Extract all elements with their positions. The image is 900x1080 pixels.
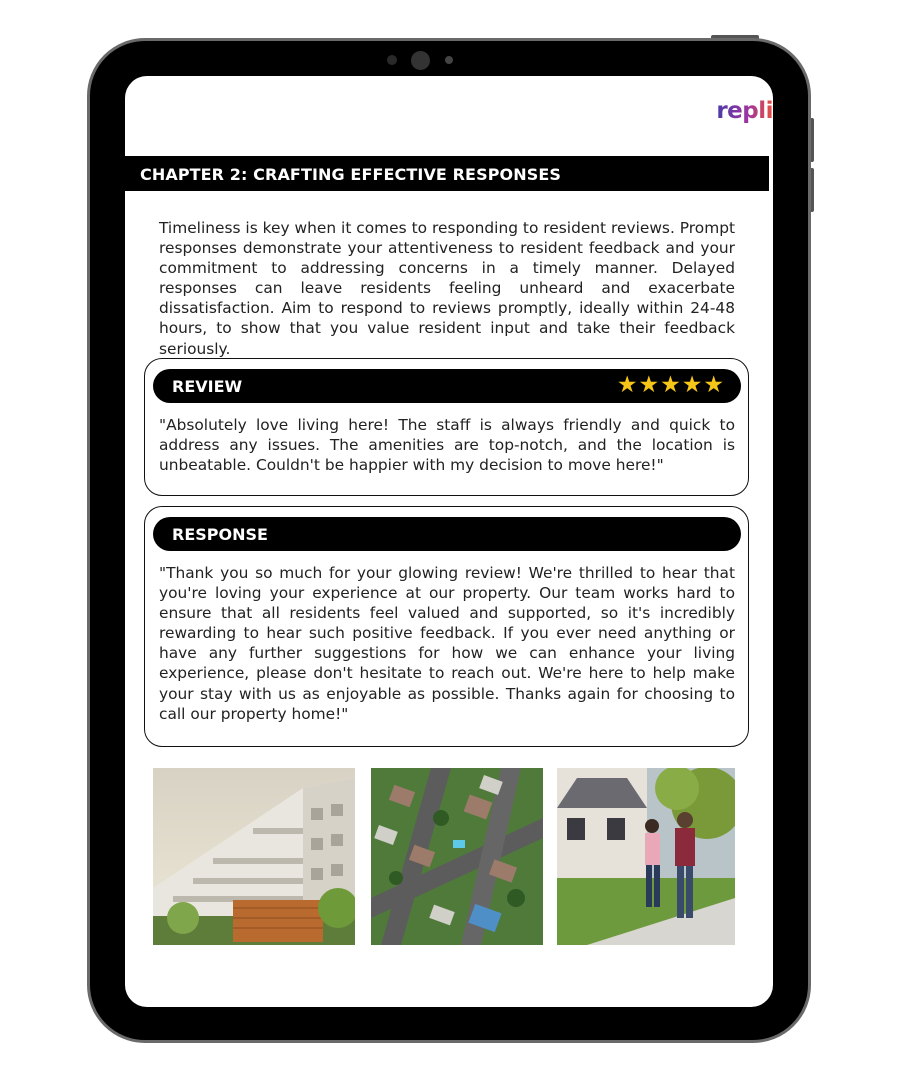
response-label: RESPONSE (172, 525, 268, 544)
chapter-title: CHAPTER 2: CRAFTING EFFECTIVE RESPONSES (140, 165, 561, 184)
chapter-header (125, 156, 769, 191)
response-card (144, 506, 749, 747)
tablet-screen (125, 76, 773, 1007)
star-rating-icon: ★★★★★ (616, 372, 725, 398)
review-text: "Absolutely love living here! The staff is always friendly and quick to address any issues. The amenities are top-notch, and the location is unbeatable. Couldn't be happier with my decision to move here!" (159, 416, 735, 475)
review-label: REVIEW (172, 377, 243, 396)
brand-logo: repli (716, 98, 773, 124)
response-text: "Thank you so much for your glowing review! We're thrilled to hear that you're loving your experience at our property. Our team works hard to ensure that all residents feel valued and supported, so it's incredibly rewarding to hear such positive feedback. If you ever need anything or have any further suggestions for how we can enhance your living experience, please don't hesitate to reach out. We're here to help make your stay with us as enjoyable as possible. Thanks again for choosing to call our property home!" (159, 564, 735, 723)
review-header (153, 369, 741, 403)
review-card (144, 358, 749, 496)
sensor-dot-icon (445, 56, 453, 64)
apartment-building-photo (153, 768, 355, 945)
camera-icon (411, 51, 430, 70)
sensor-icon (387, 55, 397, 65)
response-header (153, 517, 741, 551)
couple-walking-photo (557, 768, 735, 945)
aerial-neighborhood-photo (371, 768, 543, 945)
intro-paragraph: Timeliness is key when it comes to responding to resident reviews. Prompt responses demonstrate your attentiveness to resident feedback and your commitment to addressing concerns in a timely manner. Delayed responses can leave residents feeling unheard and exacerbate dissatisfaction. Aim to respond to reviews promptly, ideally within 24-48 hours, to show that you value resident input and take their feedback seriously. (159, 219, 735, 358)
